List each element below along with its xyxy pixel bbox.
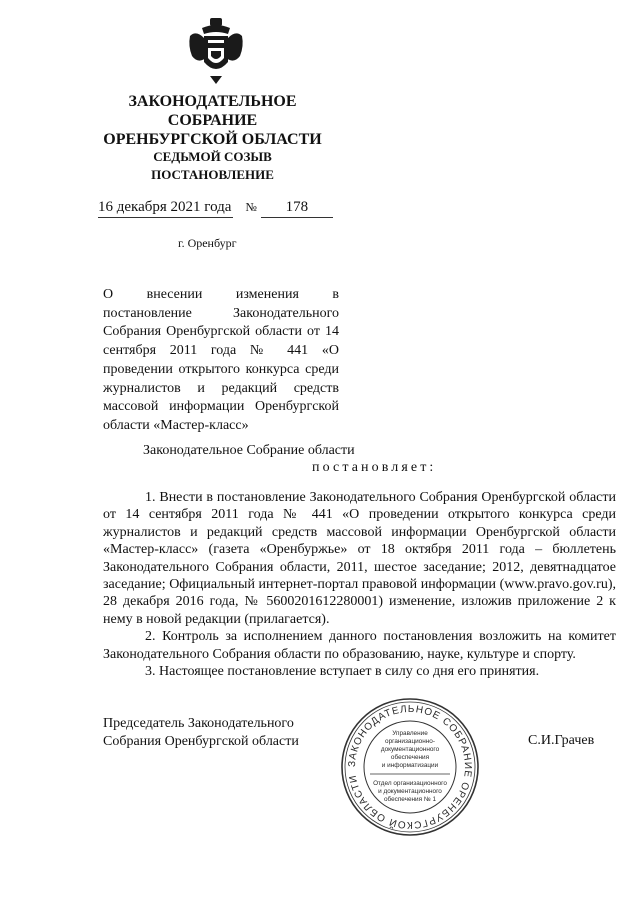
paragraph-1: 1. Внести в постановление Законодательного Собрания Оренбургской области от 14 сентября 2011 года № 441 «О проведении открытого конкурса среди журналистов и редакций средств массовой информации Оренбургской области «Мастер-класс» (газета «Оренбуржье» от 18 октября 2011 года – бюллетень Законодательного Собрания области, 2011, шестое заседание; 2012, девятнадцатое заседание; Официальный интернет-портал правовой информации (www.pravo.gov.ru), 28 декабря 2016 года, № 5600201612280001) изменение, изложив приложение 2 к нему в новой редакции (прилагается). [103, 490, 616, 627]
header-line-2: СОБРАНИЕ [167, 112, 258, 129]
signatory-title-line-1: Председатель Законодательного [103, 716, 294, 731]
seal-line-3: документационного [380, 746, 440, 753]
official-seal-icon [340, 697, 480, 837]
header-line-1: ЗАКОНОДАТЕЛЬНОЕ [128, 93, 297, 110]
signatory-title [103, 715, 299, 751]
preamble: Законодательное Собрание области [143, 443, 355, 458]
date-number-line [98, 199, 333, 218]
paragraph-2: 2. Контроль за исполнением данного постановления возложить на комитет Законодательного Собрания области по образованию, науке, культуре и спорту. [103, 629, 616, 662]
seal-line-8: обеспечения № 1 [383, 796, 437, 803]
coat-of-arms-icon [188, 18, 244, 84]
signatory-name: С.И.Грачев [528, 733, 595, 748]
seal-line-4: обеспечения [390, 754, 430, 761]
city: г. Оренбург [178, 236, 237, 250]
seal-ring-text: ЗАКОНОДАТЕЛЬНОЕ СОБРАНИЕ ОРЕНБУРГСКОЙ ОБЛАСТИ [346, 703, 474, 831]
number-sign: № [245, 200, 257, 214]
parliament-name [80, 92, 345, 149]
document-date: 16 декабря 2021 года [98, 199, 233, 218]
seal-line-7: и документационного [378, 788, 442, 795]
convocation: СЕДЬМОЙ СОЗЫВ [153, 149, 272, 164]
document-subject: О внесении изменения в постановление Законодательного Собрания Оренбургской области от 14 сентября 2011 года № 441 «О проведении открытого конкурса среди журналистов и редакций средств массовой информации Оренбургской области «Мастер-класс» [103, 287, 339, 433]
signatory-title-line-2: Собрания Оренбургской области [103, 734, 299, 749]
document-body [103, 489, 616, 680]
decides: постановляет: [312, 460, 437, 475]
seal-line-2: организационно- [385, 738, 435, 745]
seal-line-5: и информатизации [381, 762, 439, 769]
document-number: 178 [261, 199, 333, 218]
header-line-3: ОРЕНБУРГСКОЙ ОБЛАСТИ [103, 131, 322, 148]
seal-line-6: Отдел организационного [373, 780, 447, 787]
document-type: ПОСТАНОВЛЕНИЕ [151, 167, 274, 182]
paragraph-3: 3. Настоящее постановление вступает в силу со дня его принятия. [145, 664, 540, 680]
seal-line-1: Управление [392, 730, 428, 737]
